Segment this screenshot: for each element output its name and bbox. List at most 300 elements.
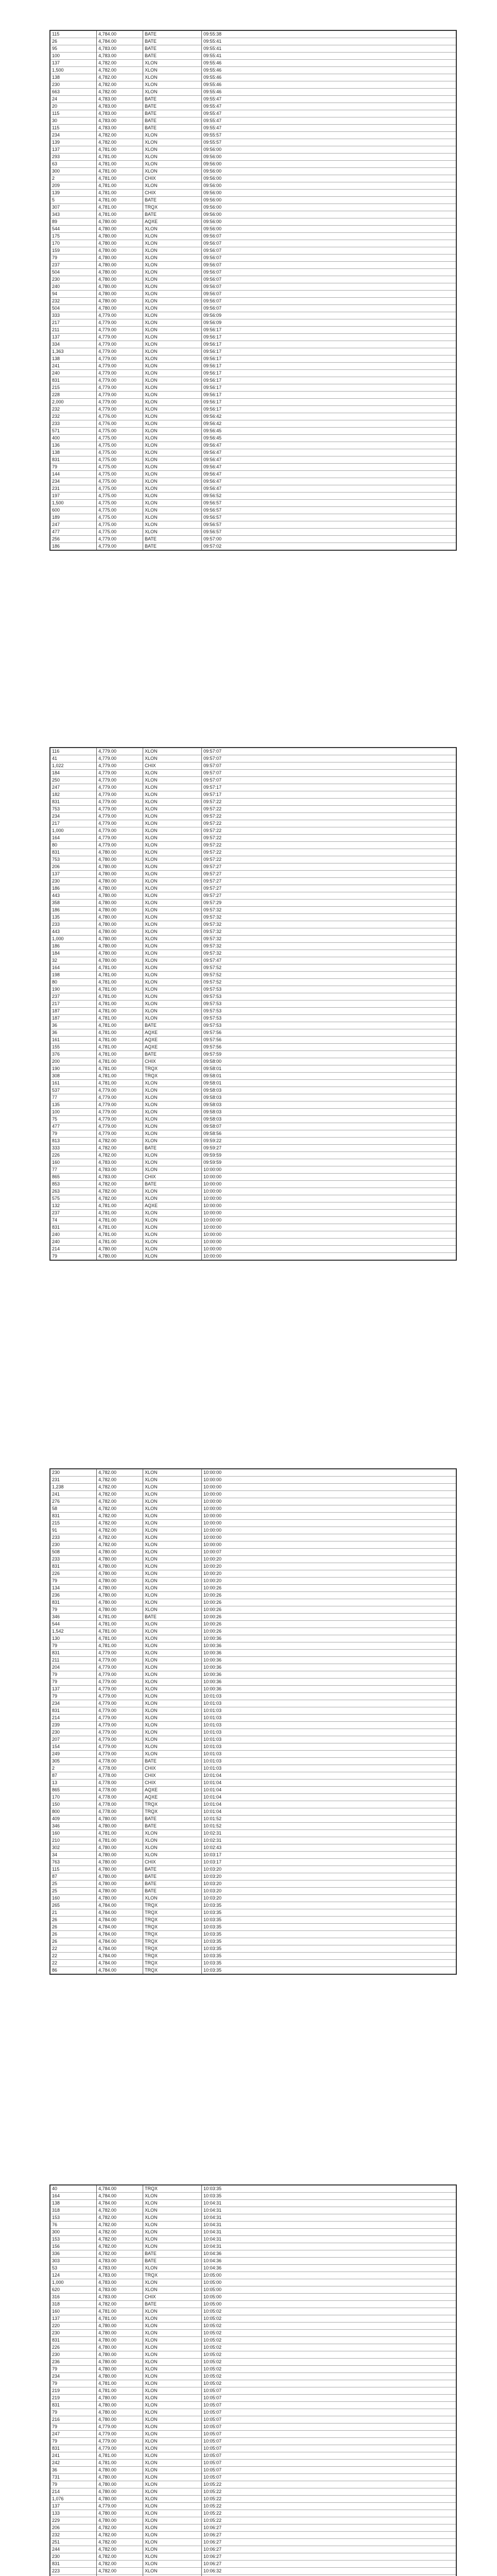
table-row bbox=[50, 2524, 456, 2532]
time-cell: 09:57:53 bbox=[202, 1022, 457, 1029]
price-cell: 4,775.00 bbox=[97, 449, 143, 456]
time-cell: 09:56:09 bbox=[202, 319, 457, 327]
volume-cell: 300 bbox=[50, 168, 97, 175]
venue-cell: XLON bbox=[143, 67, 202, 74]
venue-cell: XLON bbox=[143, 813, 202, 820]
venue-cell: XLON bbox=[143, 2286, 202, 2294]
price-cell: 4,783.00 bbox=[97, 96, 143, 103]
time-cell: 10:00:36 bbox=[202, 1671, 457, 1679]
table-row bbox=[50, 1715, 456, 1722]
volume-cell: 241 bbox=[50, 2452, 97, 2460]
time-cell: 09:58:03 bbox=[202, 1094, 457, 1101]
time-cell: 09:57:32 bbox=[202, 921, 457, 928]
volume-cell: 76 bbox=[50, 2222, 97, 2229]
volume-cell: 241 bbox=[50, 363, 97, 370]
price-cell: 4,782.00 bbox=[97, 132, 143, 139]
volume-cell: 160 bbox=[50, 1830, 97, 1837]
venue-cell: XLON bbox=[143, 1722, 202, 1729]
table-row bbox=[50, 813, 456, 820]
price-cell: 4,780.00 bbox=[97, 1578, 143, 1585]
time-cell: 10:03:35 bbox=[202, 1917, 457, 1924]
table-row bbox=[50, 1635, 456, 1642]
volume-cell: 575 bbox=[50, 1195, 97, 1202]
time-cell: 10:00:36 bbox=[202, 1642, 457, 1650]
venue-cell: BATE bbox=[143, 1022, 202, 1029]
volume-cell: 115 bbox=[50, 30, 97, 38]
time-cell: 10:05:07 bbox=[202, 2467, 457, 2474]
price-cell: 4,775.00 bbox=[97, 507, 143, 514]
volume-cell: 230 bbox=[50, 2553, 97, 2561]
venue-cell: BATE bbox=[143, 1823, 202, 1830]
table-row bbox=[50, 117, 456, 125]
venue-cell: XLON bbox=[143, 900, 202, 907]
venue-cell: XLON bbox=[143, 806, 202, 813]
volume-cell: 175 bbox=[50, 233, 97, 240]
table-row bbox=[50, 2229, 456, 2236]
time-cell: 09:55:46 bbox=[202, 89, 457, 96]
time-cell: 10:00:00 bbox=[202, 1534, 457, 1541]
table-row bbox=[50, 2294, 456, 2301]
price-cell: 4,780.00 bbox=[97, 1895, 143, 1902]
venue-cell: BATE bbox=[143, 96, 202, 103]
price-cell: 4,780.00 bbox=[97, 1880, 143, 1888]
time-cell: 09:55:47 bbox=[202, 117, 457, 125]
table-row bbox=[50, 1743, 456, 1751]
volume-cell: 74 bbox=[50, 1217, 97, 1224]
table-row bbox=[50, 993, 456, 1001]
price-cell: 4,779.00 bbox=[97, 1130, 143, 1138]
table-row bbox=[50, 1686, 456, 1693]
time-cell: 09:56:17 bbox=[202, 377, 457, 384]
table-row bbox=[50, 211, 456, 218]
time-cell: 09:55:47 bbox=[202, 96, 457, 103]
price-cell: 4,779.00 bbox=[97, 1101, 143, 1109]
time-cell: 10:01:03 bbox=[202, 1722, 457, 1729]
table-row bbox=[50, 2503, 456, 2510]
price-cell: 4,783.00 bbox=[97, 53, 143, 60]
price-cell: 4,782.00 bbox=[97, 1484, 143, 1491]
time-cell: 09:56:17 bbox=[202, 348, 457, 355]
price-cell: 4,782.00 bbox=[97, 2207, 143, 2214]
venue-cell: XLON bbox=[143, 2568, 202, 2575]
time-cell: 10:05:00 bbox=[202, 2286, 457, 2294]
time-cell: 09:57:59 bbox=[202, 1051, 457, 1058]
volume-cell: 137 bbox=[50, 334, 97, 341]
time-cell: 10:04:36 bbox=[202, 2250, 457, 2258]
volume-cell: 144 bbox=[50, 471, 97, 478]
price-cell: 4,775.00 bbox=[97, 500, 143, 507]
time-cell: 10:01:52 bbox=[202, 1816, 457, 1823]
time-cell: 09:55:41 bbox=[202, 38, 457, 45]
time-cell: 10:03:20 bbox=[202, 1888, 457, 1895]
table-row bbox=[50, 2416, 456, 2424]
volume-cell: 232 bbox=[50, 298, 97, 305]
venue-cell: XLON bbox=[143, 1599, 202, 1606]
volume-cell: 1,363 bbox=[50, 348, 97, 355]
price-cell: 4,783.00 bbox=[97, 2258, 143, 2265]
table-row bbox=[50, 2214, 456, 2222]
table-row bbox=[50, 38, 456, 45]
table-row bbox=[50, 2330, 456, 2337]
time-cell: 09:56:07 bbox=[202, 240, 457, 247]
time-cell: 10:01:04 bbox=[202, 1787, 457, 1794]
table-row bbox=[50, 1094, 456, 1101]
time-cell: 09:57:32 bbox=[202, 943, 457, 950]
table-row bbox=[50, 2243, 456, 2250]
table-row bbox=[50, 2510, 456, 2517]
volume-cell: 226 bbox=[50, 1152, 97, 1159]
price-cell: 4,780.00 bbox=[97, 2330, 143, 2337]
time-cell: 10:03:35 bbox=[202, 1967, 457, 1975]
time-cell: 10:01:03 bbox=[202, 1715, 457, 1722]
time-cell: 10:00:00 bbox=[202, 1513, 457, 1520]
table-row bbox=[50, 2496, 456, 2503]
venue-cell: XLON bbox=[143, 979, 202, 986]
time-cell: 10:00:00 bbox=[202, 1174, 457, 1181]
time-cell: 09:56:07 bbox=[202, 269, 457, 276]
time-cell: 09:56:00 bbox=[202, 190, 457, 197]
time-cell: 10:05:00 bbox=[202, 2279, 457, 2286]
venue-cell: XLON bbox=[143, 1477, 202, 1484]
table-row bbox=[50, 2431, 456, 2438]
table-row bbox=[50, 204, 456, 211]
table-row bbox=[50, 1015, 456, 1022]
time-cell: 09:57:17 bbox=[202, 784, 457, 791]
price-cell: 4,780.00 bbox=[97, 2409, 143, 2416]
price-cell: 4,781.00 bbox=[97, 2452, 143, 2460]
time-cell: 10:00:00 bbox=[202, 1541, 457, 1549]
volume-cell: 79 bbox=[50, 1642, 97, 1650]
venue-cell: XLON bbox=[143, 2402, 202, 2409]
time-cell: 10:05:07 bbox=[202, 2424, 457, 2431]
volume-cell: 240 bbox=[50, 1231, 97, 1239]
table-row bbox=[50, 1505, 456, 1513]
venue-cell: XLON bbox=[143, 1527, 202, 1534]
table-row bbox=[50, 139, 456, 146]
time-cell: 09:57:22 bbox=[202, 813, 457, 820]
table-row bbox=[50, 1599, 456, 1606]
price-cell: 4,781.00 bbox=[97, 1015, 143, 1022]
price-cell: 4,776.00 bbox=[97, 420, 143, 428]
table-row bbox=[50, 1578, 456, 1585]
price-cell: 4,783.00 bbox=[97, 103, 143, 110]
table-row bbox=[50, 820, 456, 827]
volume-cell: 204 bbox=[50, 1664, 97, 1671]
volume-cell: 300 bbox=[50, 2229, 97, 2236]
venue-cell: XLON bbox=[143, 478, 202, 485]
volume-cell: 32 bbox=[50, 957, 97, 964]
venue-cell: XLON bbox=[143, 1138, 202, 1145]
table-row bbox=[50, 1152, 456, 1159]
volume-cell: 237 bbox=[50, 1210, 97, 1217]
time-cell: 09:56:00 bbox=[202, 197, 457, 204]
volume-cell: 308 bbox=[50, 1073, 97, 1080]
venue-cell: XLON bbox=[143, 1844, 202, 1852]
price-cell: 4,783.00 bbox=[97, 2272, 143, 2279]
venue-cell: XLON bbox=[143, 406, 202, 413]
table-row bbox=[50, 2445, 456, 2452]
table-row bbox=[50, 276, 456, 283]
time-cell: 10:01:03 bbox=[202, 1743, 457, 1751]
time-cell: 09:57:22 bbox=[202, 827, 457, 835]
table-row bbox=[50, 2236, 456, 2243]
time-cell: 10:01:04 bbox=[202, 1780, 457, 1787]
time-cell: 09:56:17 bbox=[202, 341, 457, 348]
price-cell: 4,779.00 bbox=[97, 1751, 143, 1758]
price-cell: 4,781.00 bbox=[97, 1621, 143, 1628]
price-cell: 4,779.00 bbox=[97, 762, 143, 770]
table-row bbox=[50, 442, 456, 449]
price-cell: 4,779.00 bbox=[97, 384, 143, 392]
time-cell: 09:57:52 bbox=[202, 979, 457, 986]
price-cell: 4,779.00 bbox=[97, 2445, 143, 2452]
volume-cell: 36 bbox=[50, 1029, 97, 1037]
venue-cell: XLON bbox=[143, 1606, 202, 1614]
venue-cell: BATE bbox=[143, 53, 202, 60]
time-cell: 09:56:17 bbox=[202, 370, 457, 377]
time-cell: 10:05:02 bbox=[202, 2323, 457, 2330]
time-cell: 10:05:02 bbox=[202, 2337, 457, 2344]
volume-cell: 77 bbox=[50, 1094, 97, 1101]
venue-cell: XLON bbox=[143, 60, 202, 67]
price-cell: 4,782.00 bbox=[97, 1469, 143, 1477]
volume-cell: 831 bbox=[50, 1224, 97, 1231]
price-cell: 4,780.00 bbox=[97, 2496, 143, 2503]
volume-cell: 58 bbox=[50, 1505, 97, 1513]
time-cell: 09:57:22 bbox=[202, 835, 457, 842]
time-cell: 10:01:03 bbox=[202, 1693, 457, 1700]
price-cell: 4,781.00 bbox=[97, 1614, 143, 1621]
price-cell: 4,780.00 bbox=[97, 936, 143, 943]
time-cell: 09:57:53 bbox=[202, 993, 457, 1001]
volume-cell: 79 bbox=[50, 2438, 97, 2445]
price-cell: 4,783.00 bbox=[97, 1166, 143, 1174]
venue-cell: CHIX bbox=[143, 175, 202, 182]
volume-cell: 211 bbox=[50, 1657, 97, 1664]
table-row bbox=[50, 871, 456, 878]
venue-cell: XLON bbox=[143, 1592, 202, 1599]
venue-cell: XLON bbox=[143, 972, 202, 979]
price-cell: 4,780.00 bbox=[97, 2366, 143, 2373]
price-cell: 4,781.00 bbox=[97, 2308, 143, 2315]
venue-cell: TRQX bbox=[143, 1967, 202, 1975]
price-cell: 4,778.00 bbox=[97, 1772, 143, 1780]
venue-cell: XLON bbox=[143, 132, 202, 139]
volume-cell: 80 bbox=[50, 842, 97, 849]
price-cell: 4,781.00 bbox=[97, 1837, 143, 1844]
table-row bbox=[50, 2265, 456, 2272]
price-cell: 4,779.00 bbox=[97, 1116, 143, 1123]
venue-cell: XLON bbox=[143, 392, 202, 399]
venue-cell: XLON bbox=[143, 456, 202, 464]
time-cell: 10:05:22 bbox=[202, 2510, 457, 2517]
venue-cell: XLON bbox=[143, 1743, 202, 1751]
time-cell: 09:55:57 bbox=[202, 132, 457, 139]
volume-cell: 79 bbox=[50, 2481, 97, 2488]
table-row bbox=[50, 1145, 456, 1152]
table-row bbox=[50, 1029, 456, 1037]
price-cell: 4,781.00 bbox=[97, 1022, 143, 1029]
venue-cell: XLON bbox=[143, 827, 202, 835]
volume-cell: 477 bbox=[50, 529, 97, 536]
volume-cell: 150 bbox=[50, 1801, 97, 1808]
venue-cell: XLON bbox=[143, 269, 202, 276]
time-cell: 09:56:45 bbox=[202, 435, 457, 442]
price-cell: 4,781.00 bbox=[97, 1830, 143, 1837]
volume-cell: 184 bbox=[50, 770, 97, 777]
venue-cell: CHIX bbox=[143, 1859, 202, 1866]
price-cell: 4,779.00 bbox=[97, 1094, 143, 1101]
volume-cell: 219 bbox=[50, 2395, 97, 2402]
time-cell: 10:00:00 bbox=[202, 1202, 457, 1210]
time-cell: 09:57:32 bbox=[202, 950, 457, 957]
venue-cell: XLON bbox=[143, 262, 202, 269]
time-cell: 09:57:56 bbox=[202, 1044, 457, 1051]
price-cell: 4,779.00 bbox=[97, 1657, 143, 1664]
time-cell: 09:56:00 bbox=[202, 204, 457, 211]
table-row bbox=[50, 1080, 456, 1087]
table-row bbox=[50, 327, 456, 334]
table-row bbox=[50, 2424, 456, 2431]
table-row bbox=[50, 957, 456, 964]
venue-cell: XLON bbox=[143, 1015, 202, 1022]
volume-cell: 134 bbox=[50, 1585, 97, 1592]
table-row bbox=[50, 1484, 456, 1491]
venue-cell: XLON bbox=[143, 2503, 202, 2510]
volume-cell: 230 bbox=[50, 1541, 97, 1549]
price-cell: 4,783.00 bbox=[97, 1174, 143, 1181]
price-cell: 4,779.00 bbox=[97, 806, 143, 813]
time-cell: 10:03:35 bbox=[202, 1909, 457, 1917]
time-cell: 09:57:32 bbox=[202, 914, 457, 921]
volume-cell: 753 bbox=[50, 856, 97, 863]
price-cell: 4,775.00 bbox=[97, 514, 143, 521]
table-row bbox=[50, 2474, 456, 2481]
venue-cell: XLON bbox=[143, 2359, 202, 2366]
volume-cell: 249 bbox=[50, 1751, 97, 1758]
venue-cell: TRQX bbox=[143, 204, 202, 211]
time-cell: 10:06:27 bbox=[202, 2561, 457, 2568]
venue-cell: XLON bbox=[143, 1736, 202, 1743]
price-cell: 4,781.00 bbox=[97, 1001, 143, 1008]
table-row bbox=[50, 1917, 456, 1924]
venue-cell: XLON bbox=[143, 413, 202, 420]
venue-cell: XLON bbox=[143, 1116, 202, 1123]
price-cell: 4,775.00 bbox=[97, 435, 143, 442]
venue-cell: TRQX bbox=[143, 1960, 202, 1967]
price-cell: 4,781.00 bbox=[97, 1628, 143, 1635]
time-cell: 10:05:07 bbox=[202, 2452, 457, 2460]
venue-cell: XLON bbox=[143, 1210, 202, 1217]
price-cell: 4,780.00 bbox=[97, 2323, 143, 2330]
price-cell: 4,778.00 bbox=[97, 1765, 143, 1772]
venue-cell: XLON bbox=[143, 2193, 202, 2200]
volume-cell: 216 bbox=[50, 2416, 97, 2424]
volume-cell: 154 bbox=[50, 1743, 97, 1751]
venue-cell: XLON bbox=[143, 1628, 202, 1635]
volume-cell: 763 bbox=[50, 1859, 97, 1866]
volume-cell: 336 bbox=[50, 2250, 97, 2258]
time-cell: 09:57:17 bbox=[202, 791, 457, 799]
volume-cell: 571 bbox=[50, 428, 97, 435]
price-cell: 4,782.00 bbox=[97, 1541, 143, 1549]
volume-cell: 230 bbox=[50, 276, 97, 283]
volume-cell: 223 bbox=[50, 2568, 97, 2575]
volume-cell: 22 bbox=[50, 1945, 97, 1953]
venue-cell: XLON bbox=[143, 1751, 202, 1758]
volume-cell: 753 bbox=[50, 806, 97, 813]
volume-cell: 164 bbox=[50, 964, 97, 972]
volume-cell: 79 bbox=[50, 1679, 97, 1686]
venue-cell: XLON bbox=[143, 240, 202, 247]
table-row bbox=[50, 240, 456, 247]
price-cell: 4,781.00 bbox=[97, 146, 143, 154]
price-cell: 4,782.00 bbox=[97, 2553, 143, 2561]
venue-cell: BATE bbox=[143, 1051, 202, 1058]
time-cell: 09:57:32 bbox=[202, 936, 457, 943]
time-cell: 09:57:52 bbox=[202, 972, 457, 979]
volume-cell: 198 bbox=[50, 972, 97, 979]
table-row bbox=[50, 1902, 456, 1909]
volume-cell: 831 bbox=[50, 1650, 97, 1657]
table-row bbox=[50, 921, 456, 928]
table-row bbox=[50, 1895, 456, 1902]
time-cell: 09:56:42 bbox=[202, 413, 457, 420]
time-cell: 09:55:46 bbox=[202, 67, 457, 74]
venue-cell: XLON bbox=[143, 2488, 202, 2496]
price-cell: 4,780.00 bbox=[97, 2373, 143, 2380]
price-cell: 4,782.00 bbox=[97, 2222, 143, 2229]
price-cell: 4,780.00 bbox=[97, 2517, 143, 2524]
table-row bbox=[50, 1087, 456, 1094]
time-cell: 10:03:20 bbox=[202, 1873, 457, 1880]
table-row bbox=[50, 2258, 456, 2265]
time-cell: 10:03:35 bbox=[202, 1924, 457, 1931]
price-cell: 4,784.00 bbox=[97, 1902, 143, 1909]
time-cell: 10:06:27 bbox=[202, 2524, 457, 2532]
venue-cell: XLON bbox=[143, 1549, 202, 1556]
venue-cell: XLON bbox=[143, 377, 202, 384]
volume-cell: 1,238 bbox=[50, 1484, 97, 1491]
volume-cell: 89 bbox=[50, 218, 97, 226]
time-cell: 09:55:46 bbox=[202, 60, 457, 67]
volume-cell: 242 bbox=[50, 2460, 97, 2467]
price-cell: 4,775.00 bbox=[97, 485, 143, 493]
table-row bbox=[50, 399, 456, 406]
venue-cell: XLON bbox=[143, 1895, 202, 1902]
price-cell: 4,779.00 bbox=[97, 2431, 143, 2438]
price-cell: 4,784.00 bbox=[97, 1909, 143, 1917]
time-cell: 09:56:47 bbox=[202, 485, 457, 493]
time-cell: 10:00:07 bbox=[202, 1549, 457, 1556]
volume-cell: 620 bbox=[50, 2286, 97, 2294]
venue-cell: AQXE bbox=[143, 1029, 202, 1037]
volume-cell: 234 bbox=[50, 478, 97, 485]
venue-cell: XLON bbox=[143, 363, 202, 370]
volume-cell: 20 bbox=[50, 103, 97, 110]
time-cell: 10:00:00 bbox=[202, 1477, 457, 1484]
price-cell: 4,779.00 bbox=[97, 770, 143, 777]
venue-cell: XLON bbox=[143, 370, 202, 377]
time-cell: 09:55:57 bbox=[202, 139, 457, 146]
table-row bbox=[50, 2351, 456, 2359]
volume-cell: 230 bbox=[50, 878, 97, 885]
time-cell: 09:57:32 bbox=[202, 907, 457, 914]
time-cell: 10:05:07 bbox=[202, 2445, 457, 2452]
volume-cell: 75 bbox=[50, 1116, 97, 1123]
table-row bbox=[50, 928, 456, 936]
venue-cell: XLON bbox=[143, 2200, 202, 2207]
